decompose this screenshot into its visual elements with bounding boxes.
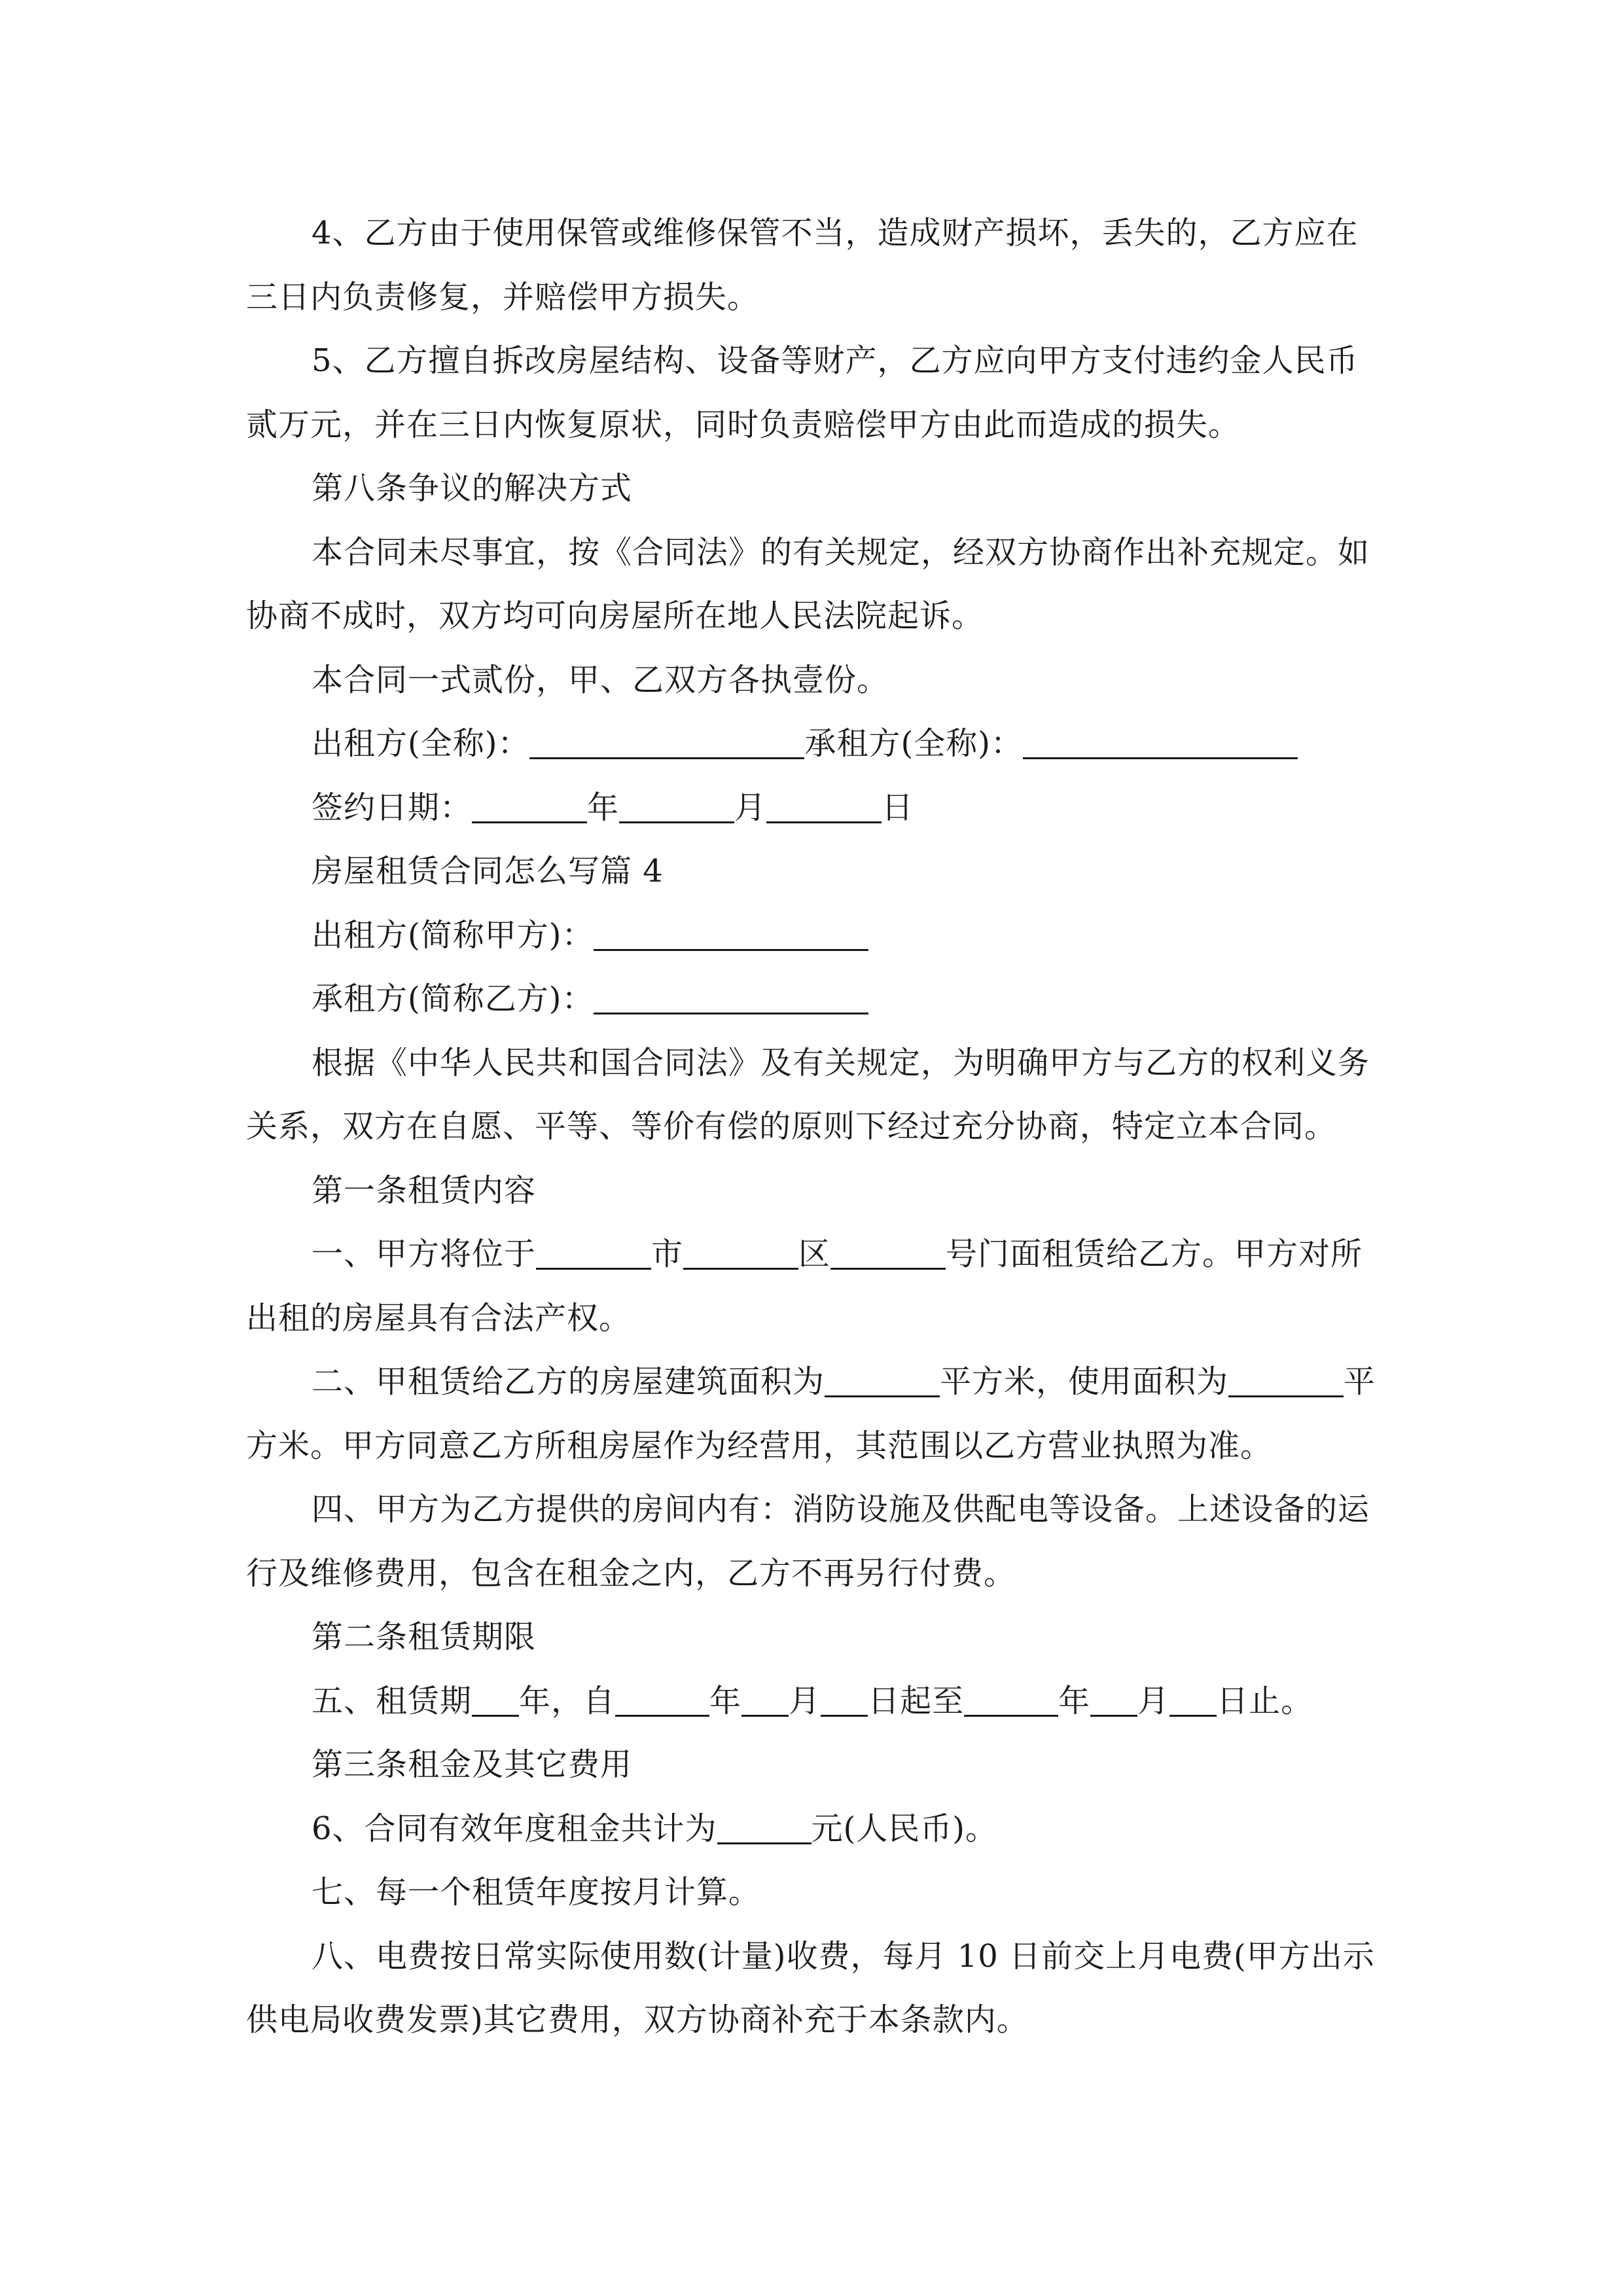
- dispute-line-1: 本合同未尽事宜，按《合同法》的有关规定，经双方协商作出补充规定。如: [312, 533, 1370, 571]
- section-title-4: 房屋租赁合同怎么写篇 4: [312, 853, 664, 889]
- preamble-line-1: 根据《中华人民共和国合同法》及有关规定，为明确甲方与乙方的权利义务: [312, 1044, 1370, 1081]
- location-text-b: 号门面租赁给乙方。甲方对所: [946, 1236, 1363, 1272]
- city-blank: [536, 1238, 651, 1270]
- party-b-line: [246, 967, 1378, 1031]
- dispute-line-2: 协商不成时，双方均可向房屋所在地人民法院起诉。: [246, 598, 984, 634]
- term-text-b: 年，自: [519, 1682, 616, 1719]
- district-blank: [683, 1238, 798, 1270]
- district-label: 区: [798, 1236, 831, 1272]
- party-b-blank: [594, 982, 868, 1014]
- monthly-calc-line: 七、每一个租赁年度按月计算。: [312, 1874, 761, 1910]
- start-month-label: 月: [789, 1682, 821, 1719]
- document-body: [246, 202, 1378, 2053]
- rent-line: [246, 1797, 1378, 1861]
- start-day-blank: [821, 1685, 868, 1717]
- end-year-label: 年: [1058, 1682, 1091, 1719]
- clause-5-line-2: 贰万元，并在三日内恢复原状，同时负责赔偿甲方由此而造成的损失。: [246, 406, 1241, 443]
- lessee-blank: [1023, 727, 1298, 759]
- location-line-1: [246, 1223, 1378, 1287]
- term-end-label: 日止。: [1217, 1682, 1313, 1719]
- term-from-label: 日起至: [868, 1682, 965, 1719]
- end-year-blank: [964, 1685, 1058, 1717]
- sign-year-blank: [472, 791, 587, 823]
- rent-text-b: 元(人民币)。: [811, 1810, 998, 1847]
- copies-statement: 本合同一式贰份，甲、乙双方各执壹份。: [312, 661, 889, 698]
- area-line-2: 方米。甲方同意乙方所租房屋作为经营用，其范围以乙方营业执照为准。: [246, 1427, 1273, 1464]
- term-text-a: 五、租赁期: [312, 1682, 473, 1719]
- rent-amount-blank: [717, 1812, 812, 1844]
- lessor-blank: [529, 727, 804, 759]
- article-1-heading: 第一条租赁内容: [312, 1172, 537, 1209]
- signature-line: [246, 712, 1378, 776]
- building-area-blank: [825, 1365, 940, 1397]
- party-a-line: [246, 904, 1378, 968]
- article-2-heading: 第二条租赁期限: [312, 1619, 537, 1655]
- rent-text-a: 6、合同有效年度租金共计为: [312, 1810, 717, 1847]
- sign-year-label: 年: [587, 789, 620, 826]
- usable-area-blank: [1228, 1365, 1344, 1397]
- city-label: 市: [651, 1236, 684, 1272]
- lessee-label: 承租方(全称)：: [804, 725, 1023, 762]
- number-blank: [830, 1238, 946, 1270]
- clause-5-line-1: 5、乙方擅自拆改房屋结构、设备等财产，乙方应向甲方支付违约金人民币: [312, 342, 1359, 379]
- end-month-label: 月: [1137, 1682, 1170, 1719]
- area-line-1: [246, 1350, 1378, 1414]
- electricity-line-1: 八、电费按日常实际使用数(计量)收费，每月 10 日前交上月电费(甲方出示: [312, 1937, 1375, 1975]
- term-line: [246, 1670, 1378, 1734]
- article-3-heading: 第三条租金及其它费用: [312, 1746, 633, 1783]
- sign-date-line: [246, 776, 1378, 840]
- sign-day-blank: [766, 791, 882, 823]
- electricity-line-2: 供电局收费发票)其它费用，双方协商补充于本条款内。: [246, 2001, 1029, 2038]
- start-year-label: 年: [709, 1682, 742, 1719]
- lessor-label: 出租方(全称)：: [312, 725, 530, 762]
- preamble-line-2: 关系，双方在自愿、平等、等价有偿的原则下经过充分协商，特定立本合同。: [246, 1108, 1337, 1145]
- sign-date-label: 签约日期：: [312, 789, 473, 826]
- sign-month-label: 月: [734, 789, 767, 826]
- party-a-label: 出租方(简称甲方)：: [312, 916, 594, 954]
- party-a-blank: [594, 919, 868, 951]
- facilities-line-1: 四、甲方为乙方提供的房间内有：消防设施及供配电等设备。上述设备的运: [312, 1491, 1370, 1528]
- end-month-blank: [1090, 1685, 1137, 1717]
- area-text-a: 二、甲租赁给乙方的房屋建筑面积为: [312, 1363, 825, 1400]
- location-line-2: 出租的房屋具有合法产权。: [246, 1299, 632, 1336]
- start-month-blank: [741, 1685, 789, 1717]
- term-years-blank: [472, 1685, 519, 1717]
- clause-4-line-2: 三日内负责修复，并赔偿甲方损失。: [246, 278, 760, 315]
- start-year-blank: [615, 1685, 709, 1717]
- party-b-label: 承租方(简称乙方)：: [312, 980, 594, 1017]
- sign-month-blank: [619, 791, 734, 823]
- end-day-blank: [1169, 1685, 1217, 1717]
- facilities-line-2: 行及维修费用，包含在租金之内，乙方不再另行付费。: [246, 1554, 1016, 1592]
- clause-4-line-1: 4、乙方由于使用保管或维修保管不当，造成财产损坏，丢失的，乙方应在: [312, 215, 1359, 251]
- area-text-c: 平: [1344, 1363, 1376, 1400]
- sign-day-label: 日: [882, 789, 914, 826]
- location-text-a: 一、甲方将位于: [312, 1236, 537, 1272]
- area-text-b: 平方米，使用面积为: [940, 1363, 1229, 1400]
- article-8-heading: 第八条争议的解决方式: [312, 470, 633, 507]
